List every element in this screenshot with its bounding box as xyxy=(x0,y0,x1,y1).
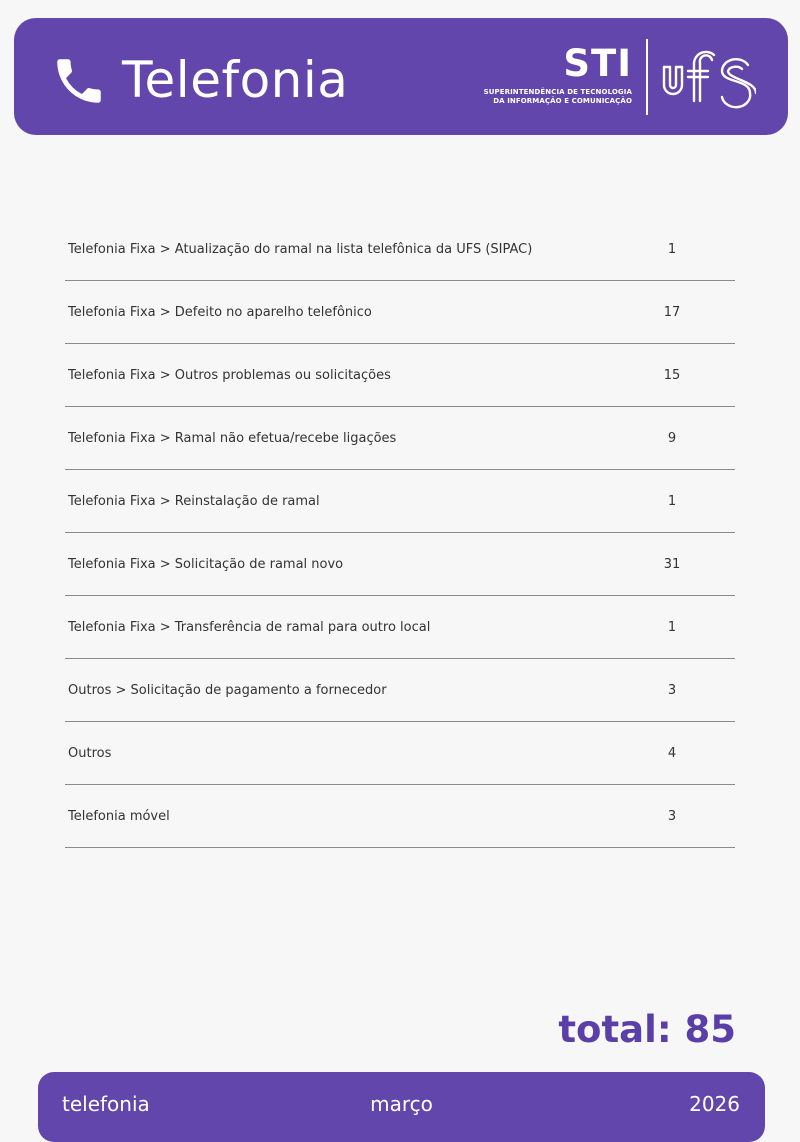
page-title: Telefonia xyxy=(122,51,349,109)
table-row xyxy=(65,344,735,407)
logo-divider xyxy=(646,39,648,115)
row-count: 1 xyxy=(667,494,677,509)
row-label: Telefonia móvel xyxy=(68,809,170,824)
footer-month: março xyxy=(370,1092,433,1116)
row-count: 3 xyxy=(667,683,677,698)
row-count: 17 xyxy=(663,305,681,320)
row-count: 3 xyxy=(667,809,677,824)
tickets-table xyxy=(65,218,735,848)
row-label: Telefonia Fixa > Transferência de ramal para outro local xyxy=(68,620,431,635)
row-count: 1 xyxy=(667,242,677,257)
row-label: Telefonia Fixa > Atualização do ramal na lista telefônica da UFS (SIPAC) xyxy=(68,242,533,257)
header-banner xyxy=(14,18,788,135)
row-count: 4 xyxy=(667,746,677,761)
row-label: Outros > Solicitação de pagamento a fornecedor xyxy=(68,683,387,698)
row-label: Telefonia Fixa > Outros problemas ou solicitações xyxy=(68,368,391,383)
ufs-logo-icon xyxy=(660,41,756,115)
row-label: Telefonia Fixa > Ramal não efetua/recebe ligações xyxy=(68,431,397,446)
row-label: Outros xyxy=(68,746,112,761)
row-label: Telefonia Fixa > Solicitação de ramal novo xyxy=(68,557,344,572)
logo-subtitle-line2: DA INFORMAÇÃO E COMUNICAÇÃO xyxy=(493,97,632,105)
logo-subtitle xyxy=(462,88,632,106)
table-row xyxy=(65,407,735,470)
table-row xyxy=(65,659,735,722)
total-count: total: 85 xyxy=(558,1008,736,1051)
footer-year: 2026 xyxy=(689,1092,740,1116)
logo-sti-text: STI xyxy=(563,42,632,85)
row-count: 1 xyxy=(667,620,677,635)
footer-category: telefonia xyxy=(62,1092,150,1116)
table-row xyxy=(65,218,735,281)
table-row xyxy=(65,722,735,785)
row-label: Telefonia Fixa > Reinstalação de ramal xyxy=(68,494,320,509)
table-row xyxy=(65,533,735,596)
phone-icon xyxy=(50,52,108,110)
table-row xyxy=(65,281,735,344)
footer-banner xyxy=(38,1072,765,1142)
table-row xyxy=(65,785,735,848)
table-row xyxy=(65,470,735,533)
row-count: 31 xyxy=(663,557,681,572)
logo-subtitle-line1: SUPERINTENDÊNCIA DE TECNOLOGIA xyxy=(483,88,632,96)
row-label: Telefonia Fixa > Defeito no aparelho telefônico xyxy=(68,305,372,320)
sti-ufs-logo xyxy=(483,37,758,117)
row-count: 15 xyxy=(663,368,681,383)
row-count: 9 xyxy=(667,431,677,446)
table-row xyxy=(65,596,735,659)
